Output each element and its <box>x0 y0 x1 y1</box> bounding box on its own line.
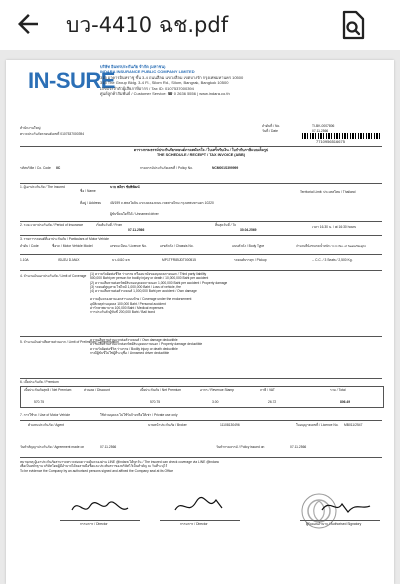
item4-title: 4. จำนวนเงินเอาประกันภัย / Limit of Coverage <box>20 274 87 278</box>
vehicle-header-licence: เลขทะเบียน / Licence No. <box>110 244 147 248</box>
period-from: 07.11.2566 <box>128 228 145 232</box>
divider <box>20 235 382 236</box>
vehicle-cc: -- C.C. / 3 Seats / 2,500 Kg. <box>312 258 353 262</box>
coverage-territory: Territorial Limit: ประเทศไทย / Thailand <box>300 190 356 194</box>
viewer-toolbar <box>0 0 400 50</box>
premium-amount: 570.75 <box>150 400 161 404</box>
item7-title: 7. การใช้รถ / Use of Motor Vehicle <box>20 413 71 417</box>
divider <box>20 336 382 337</box>
company-address-th: 315 อาคารอินทราชู ชั้น 3-4 ถนนสีลม แขวงสีลม เขตบางรัก กรุงเทพมหานคร 10500 <box>100 74 244 80</box>
find-in-document-button[interactable] <box>336 8 370 42</box>
company-name-en: INDARA INSURANCE PUBLIC COMPANY LIMITED <box>100 69 195 75</box>
premium-header-net: เบี้ยประกันภัยสุทธิ / Net Premium <box>24 388 72 392</box>
to-label: สิ้นสุดวันที่ / To <box>215 223 236 227</box>
coverage-line: ความคุ้มครองตามเอกสารแนบท้าย / Coverage under the endorsement <box>90 297 192 302</box>
from-label: เริ่มต้นวันที่ / From <box>96 223 123 227</box>
vehicle-header-code: ลำดับ / Code <box>20 244 39 248</box>
coverage-line: 500,000 Baht per person for bodily injury or death / 10,000,000 Baht per accident <box>90 276 209 281</box>
policy-notes <box>20 460 382 473</box>
premium-vat: 26.72 <box>268 400 277 404</box>
note-line: To be evidence the Company by an authorised persons signed and affixed the Company seal at its Office <box>20 468 174 473</box>
premium-stamp: 3.00 <box>212 400 219 404</box>
item3-title: 3. รายการรถยนต์ที่เอาประกันภัย / Particulars of Motor Vehicle <box>20 237 109 241</box>
coverage-line: ค่ารักษาพยาบาล 100,000 Baht / Medical expenses <box>90 306 164 311</box>
doc-date: 07.11.2566 <box>312 129 329 133</box>
inspection-no: ตรวจประกันภัยรถยนต์เลขที่ 0107537000394 <box>20 132 85 136</box>
item6-title: 6. เบี้ยประกันภัย / Premium <box>20 380 59 384</box>
signature-line <box>300 520 380 521</box>
deductible-details <box>90 338 380 355</box>
vehicle-body: รถยนต์บรรทุก / Pickup <box>234 258 267 262</box>
policy-no: NCM001S399999 <box>212 166 239 170</box>
item5-title: 5. จำนวนเงินค่าเสียหายส่วนแรก / Limit of Preliminary Compensation <box>20 340 119 344</box>
vehicle-header-body: แบบตัวถัง / Body Type <box>232 244 265 248</box>
agent-checkbox-label: ตัวแทนประกันภัย / Agent <box>28 423 64 427</box>
premium-header-total: รวม / Total <box>330 388 346 392</box>
no-label: ลำดับที่ / No. <box>262 124 281 128</box>
vehicle-use: ใช้ส่วนบุคคล ไม่ใช้รับจ้างหรือให้เช่า / Private use only <box>100 413 178 417</box>
vehicle-header-chassis: เลขตัวถัง / Chassis No. <box>160 244 194 248</box>
divider <box>20 146 382 147</box>
divider <box>20 378 382 379</box>
issued-label: วันทำกรมธรรม์ / Policy issued on <box>216 445 265 449</box>
coverage-line: (2) ความเสียหายต่อทรัพย์สินของบุคคลภายนอก 1,000,000 Baht per accident / Property damage <box>90 280 228 285</box>
vehicle-licence: บว-4410 ฉช <box>112 258 130 262</box>
doc-no: TI-BK-0007806 <box>312 124 335 128</box>
document-title: บว-4410 ฉช.pdf <box>66 13 229 37</box>
premium-header-premium: เบี้ยประกันภัย / Net Premium <box>140 388 182 392</box>
insurer-logo: IN-SURE <box>28 68 115 93</box>
licence-no: MB011/2547 <box>344 423 363 427</box>
company-tax-id: เลขประจำตัวผู้เสียภาษีอากร / Tax ID: 0107537000394 <box>100 85 194 91</box>
branch-label: สำนักงานใหญ่ <box>20 126 41 130</box>
vehicle-code: 1.10A <box>20 258 29 262</box>
licence-label: ใบอนุญาตเลขที่ / Licence No. <box>296 423 339 427</box>
insured-name: นาย พลีธร ชัยพิพัฒน์ <box>110 185 140 189</box>
divider <box>20 270 382 271</box>
item1-title: 1. ผู้เอาประกันภัย / The Insured <box>20 185 65 189</box>
issued-date: 07.11.2566 <box>290 445 307 449</box>
signature-line <box>60 520 140 521</box>
coverage-details <box>90 272 380 335</box>
deductible-line: ความเสียหายส่วนแรกต่อทรัพย์สินบุคคลภายนอก / Property damage deductible <box>90 342 203 347</box>
coverage-line: การประกันตัวผู้ขับขี่ 200,000 Baht / Bail bond <box>90 310 156 315</box>
insured-driver: ผู้ขับขี่คนใดก็ได้ / Unnamed driver <box>110 212 159 216</box>
date-label: วันที่ / Date <box>262 129 278 133</box>
insured-address: 45/199 ถ.พหลโยธิน แขวงคลองถนน เขตสายไหม กรุงเทพมหานคร 10220 <box>110 201 214 205</box>
deductible-line: ความรับผิดต่อชีวิต ร่างกาย / Bodily injury or death deductible <box>90 346 178 351</box>
divider <box>20 183 382 184</box>
signature-line <box>160 520 240 521</box>
company-info <box>100 64 360 96</box>
director-signature-1 <box>68 496 138 518</box>
barcode-number: 7710956516675 <box>316 139 345 144</box>
agreement-date: 07.11.2566 <box>100 445 117 449</box>
co-code: IIC <box>56 166 61 170</box>
coverage-line: (1) ความรับผิดต่อชีวิต ร่างกาย หรืออนามัยของบุคคลภายนอก / Third party liability <box>90 272 207 276</box>
premium-net: 570.75 <box>34 400 45 404</box>
co-code-label: รหัสบริษัท / Co. Code <box>20 166 51 170</box>
note-line: หมายเหตุ ผู้เอาประกันภัยสามารถตรวจสอบความคุ้มครองผ่าน LINE @indara ได้ทุกวัน / The insured can check coverage via LINE @indara <box>20 460 219 464</box>
deductible-line: กรณีผู้ขับขี่ไม่ใช่ผู้ที่ระบุชื่อ / Unnamed driver deductible <box>90 350 170 355</box>
signature-label-3: ผู้รับมอบอำนาจ / Authorised Signatory <box>306 522 362 526</box>
name-label: ชื่อ / Name <box>80 189 96 193</box>
premium-header-vat: ภาษี / VAT <box>260 388 275 392</box>
vehicle-header-model: ชื่อรถ / Motor Vehicle Model <box>52 244 93 248</box>
deductible-line: ความเสียหายส่วนแรกต่อตัวรถยนต์ / Own damage deductible <box>90 338 178 342</box>
back-button[interactable] <box>10 6 46 42</box>
signature-label-2: กรรมการ / Director <box>180 522 208 526</box>
premium-total: 806.49 <box>340 400 351 404</box>
premium-header-discount: ส่วนลด / Discount <box>84 388 110 392</box>
search-in-document-icon <box>336 8 370 42</box>
director-signature-2 <box>170 494 230 518</box>
address-label: ที่อยู่ / Address <box>80 201 101 205</box>
broker-checkbox-label: นายหน้าประกันภัย / Broker <box>148 423 187 427</box>
period-time: เวลา 16.30 น. / at 16:30 hours <box>312 225 356 229</box>
vehicle-model: ISUZU D-MAX <box>58 258 80 262</box>
agent-code: 11108130496 <box>220 423 240 427</box>
coverage-line: อุบัติเหตุส่วนบุคคล 100,000 Baht / Personal accident <box>90 301 166 306</box>
divider <box>20 254 382 255</box>
company-contact: ศูนย์ลูกค้าสัมพันธ์ / Customer Service: ☎ 0 2636 5556 | www.indara.co.th <box>100 91 230 97</box>
policy-no-label: กรมธรรม์ประกันภัยเลขที่ / Policy No. <box>140 166 193 170</box>
note-line: เพื่อเป็นหลักฐาน บริษัทโดยผู้มีอำนาจได้ลงลายมือชื่อและประทับตราของบริษัทไว้เป็นสำคัญ ณ วันที่ระบุไว้ <box>20 464 168 469</box>
arrow-left-icon <box>13 9 43 39</box>
vehicle-header-cc: จำนวนที่นั่ง/ขนาด/น้ำหนัก / C.C./No. of Seats/Weight <box>296 244 366 248</box>
coverage-line: (4) ความเสียหายต่อตัวรถยนต์ 1,000,000 Baht per accident / Own damage <box>90 289 197 294</box>
premium-header-stamp: อากร / Revenue Stamp <box>200 388 234 392</box>
doc-title-th: ตารางกรมธรรม์ประกันภัยรถยนต์ภาคสมัครใจ / ใบเสร็จรับเงิน / ใบกำกับภาษีแบบเต็มรูป <box>133 148 269 152</box>
authorised-signature <box>316 496 376 518</box>
company-address-en: 315 The Group Bldg. 3-4 Fl., Silom Rd., Silom, Bangrak, Bangkok 10500 <box>100 80 229 86</box>
period-to: 30.04.2569 <box>240 228 257 232</box>
item2-title: 2. ระยะเวลาประกันภัย / Period of Insurance <box>20 223 84 227</box>
divider <box>20 457 382 458</box>
divider <box>20 420 382 421</box>
agreement-label: วันทำสัญญาประกันภัย / Agreement made on <box>20 445 85 449</box>
doc-title-en: THE SCHEDULE / RECEIPT / TAX INVOICE (ABB) <box>156 153 246 157</box>
company-name-th: บริษัท อินทรประกันภัย จำกัด (มหาชน) <box>100 64 166 69</box>
coverage-line: (3) รถยนต์สูญหาย ไฟไหม้ 1,000,000 Baht / Loss of vehicle, fire <box>90 284 181 289</box>
signature-label-1: กรรมการ / Director <box>80 522 108 526</box>
vehicle-chassis: MP1TFR85JDT000515 <box>162 258 196 262</box>
divider <box>20 221 382 222</box>
